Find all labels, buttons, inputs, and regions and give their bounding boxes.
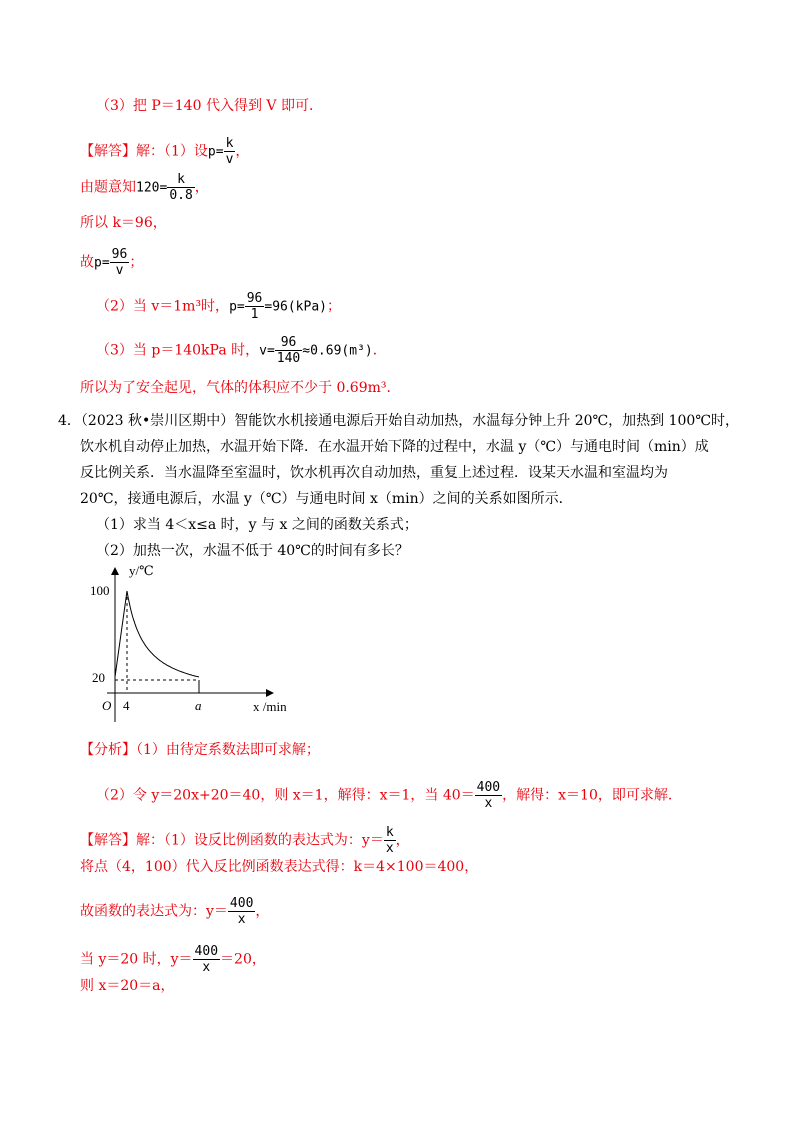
cooling-curve <box>127 591 199 677</box>
heating-line <box>115 591 127 677</box>
question-4-sub-2: （2）加热一次，水温不低于 40℃的时间有多长？ <box>96 543 409 559</box>
analysis-line-2: （2）令 y＝20x+20＝40，则 x＝1，解得：x＝1，当 40＝ $\frac{400}{x}$ ，解得：x＝10，即可求解． <box>96 780 682 811</box>
tick-a: a <box>195 698 202 713</box>
question-4-line-2: 饮水机自动停止加热，水温开始下降．在水温开始下降的过程中，水温 y（℃）与通电时间（min）成 <box>80 439 709 455</box>
answer-line-5: （2）当 v＝1m³时，p= $\frac{96}{1}$ =96(kPa)； <box>96 291 341 322</box>
tick-100: 100 <box>90 583 110 598</box>
fraction: $\frac{400}{x}$ <box>229 896 254 927</box>
answer-line-1: 【解答】解：（1）设p= $\frac{k}{v}$ ， <box>80 136 250 167</box>
solution-line-2: 将点（4，100）代入反比例函数表达式得：k＝4×100＝400， <box>80 859 479 875</box>
question-4-line-1: 4．（2023 秋•崇川区期中）智能饮水机接通电源后开始自动加热，水温每分钟上升 20℃，加热到 100℃时， <box>58 413 740 429</box>
fraction: $\frac{400}{x}$ <box>194 944 219 975</box>
question-4-sub-1: （1）求当 4＜x≤a 时，y 与 x 之间的函数关系式； <box>96 517 418 533</box>
fraction: $\frac{96}{140}$ <box>276 335 301 366</box>
solution-line-1: 【解答】解：（1）设反比例函数的表达式为：y＝ $\frac{k}{x}$ ， <box>80 825 410 856</box>
answer-line-3: 所以 k＝96， <box>80 215 167 231</box>
solution-line-5: 则 x＝20＝a， <box>80 978 175 994</box>
answer-lhs: p= <box>207 144 224 160</box>
fraction: $\frac{400}{x}$ <box>476 780 501 811</box>
origin-label: O <box>102 698 112 713</box>
temperature-graph <box>85 560 315 730</box>
answer-line-2: 由题意知120= $\frac{k}{0.8}$ ， <box>80 172 209 203</box>
fraction: $\frac{96}{1}$ <box>246 291 263 322</box>
fraction: $\frac{k}{v}$ <box>225 136 234 167</box>
solution-line-3: 故函数的表达式为：y＝ $\frac{400}{x}$ ， <box>80 896 270 927</box>
y-axis-label: y/℃ <box>129 563 154 578</box>
analysis-line-1: 【分析】（1）由待定系数法即可求解； <box>80 742 320 758</box>
answer-line-4: 故p= $\frac{96}{v}$ ； <box>80 247 144 278</box>
x-axis-label: x /min <box>253 699 287 714</box>
question-4-line-4: 20℃，接通电源后，水温 y（℃）与通电时间 x（min）之间的关系如图所示． <box>80 491 573 507</box>
answer-head: 【解答】解：（1）设 <box>80 143 208 160</box>
question-4-line-3: 反比例关系．当水温降至室温时，饮水机再次自动加热，重复上述过程．设某天水温和室温均为 <box>80 465 668 481</box>
fraction: $\frac{k}{0.8}$ <box>169 172 193 203</box>
answer-line-6: （3）当 p＝140kPa 时，v= $\frac{96}{140}$ ≈0.69(m³)． <box>96 335 387 366</box>
fraction: $\frac{96}{v}$ <box>111 247 128 278</box>
fraction: $\frac{k}{x}$ <box>385 825 394 856</box>
answer-line-7: 所以为了安全起见，气体的体积应不少于 0.69m³． <box>80 380 401 396</box>
tick-4: 4 <box>123 698 130 713</box>
tick-20: 20 <box>92 670 105 685</box>
hint-part3: （3）把 P＝140 代入得到 V 即可． <box>96 98 323 114</box>
solution-line-4: 当 y＝20 时，y＝ $\frac{400}{x}$ ＝20， <box>80 944 266 975</box>
